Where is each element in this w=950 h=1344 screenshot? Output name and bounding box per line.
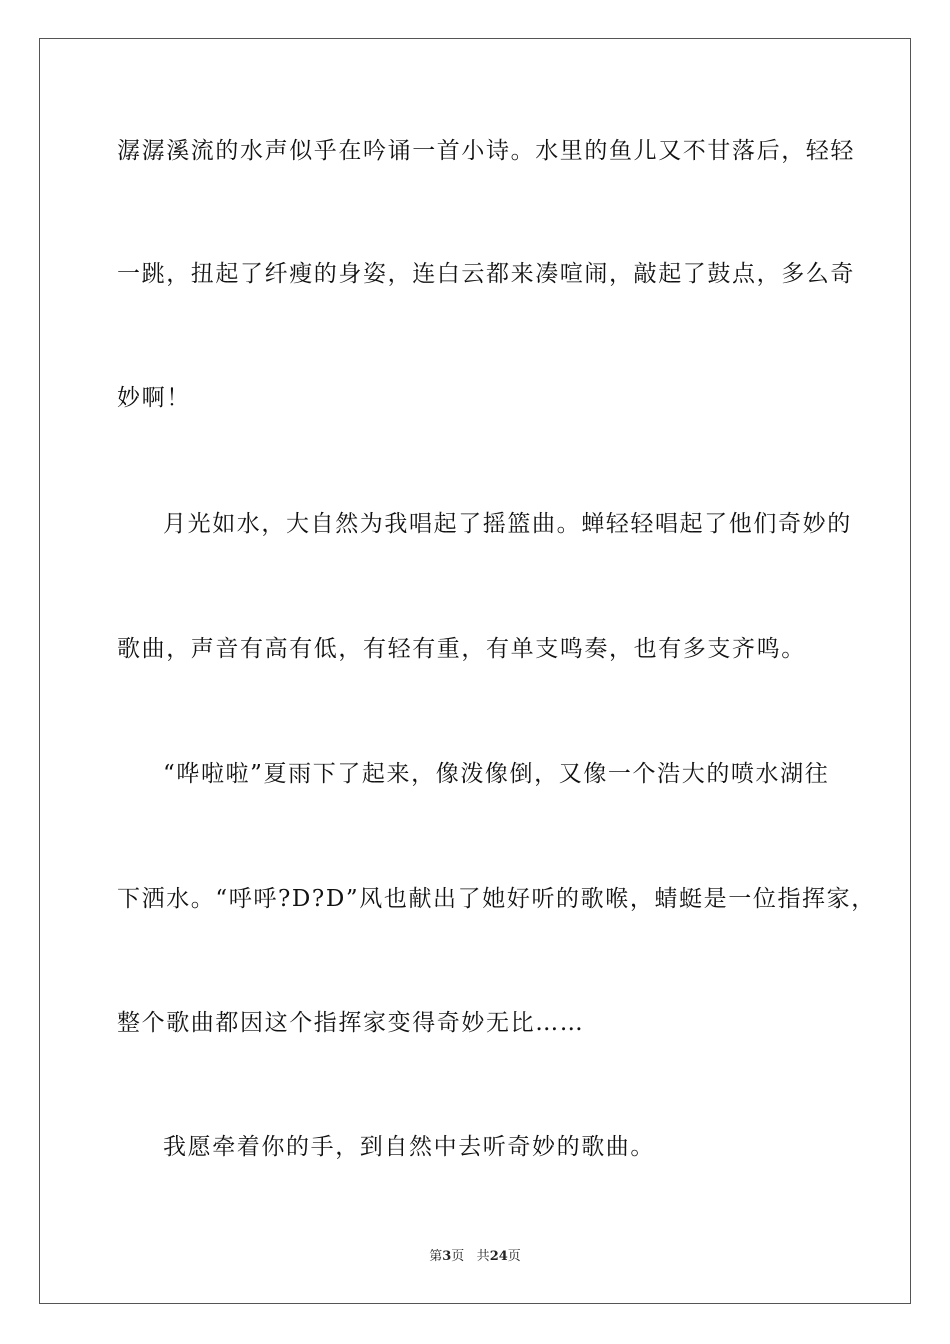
page-footer bbox=[0, 1248, 950, 1266]
footer-page-number: 3 bbox=[442, 1249, 452, 1264]
text-line-6: “哗啦啦”夏雨下了起来，像泼像倒，又像一个浩大的喷水湖往 bbox=[163, 761, 830, 787]
text-line-8: 整个歌曲都因这个指挥家变得奇妙无比…… bbox=[117, 1010, 585, 1036]
footer-page-suffix: 页 bbox=[451, 1249, 465, 1264]
text-line-4: 月光如水，大自然为我唱起了摇篮曲。蝉轻轻唱起了他们奇妙的 bbox=[163, 511, 852, 537]
footer-page-prefix: 第 bbox=[429, 1249, 443, 1264]
page-frame bbox=[39, 38, 911, 1304]
text-line-3: 妙啊！ bbox=[117, 385, 191, 411]
text-line-2: 一跳，扭起了纤瘦的身姿，连白云都来凑喧闹，敲起了鼓点，多么奇 bbox=[117, 261, 855, 287]
footer-total-prefix: 共 bbox=[476, 1249, 490, 1264]
footer-total-pages: 24 bbox=[489, 1249, 508, 1264]
text-line-9: 我愿牵着你的手，到自然中去听奇妙的歌曲。 bbox=[163, 1134, 655, 1160]
text-line-1: 潺潺溪流的水声似乎在吟诵一首小诗。水里的鱼儿又不甘落后，轻轻 bbox=[117, 138, 855, 164]
footer-total-suffix: 页 bbox=[507, 1249, 521, 1264]
text-line-5: 歌曲，声音有高有低，有轻有重，有单支鸣奏，也有多支齐鸣。 bbox=[117, 636, 806, 662]
text-line-7: 下洒水。“呼呼?D?D”风也献出了她好听的歌喉，蜻蜓是一位指挥家， bbox=[117, 886, 876, 912]
